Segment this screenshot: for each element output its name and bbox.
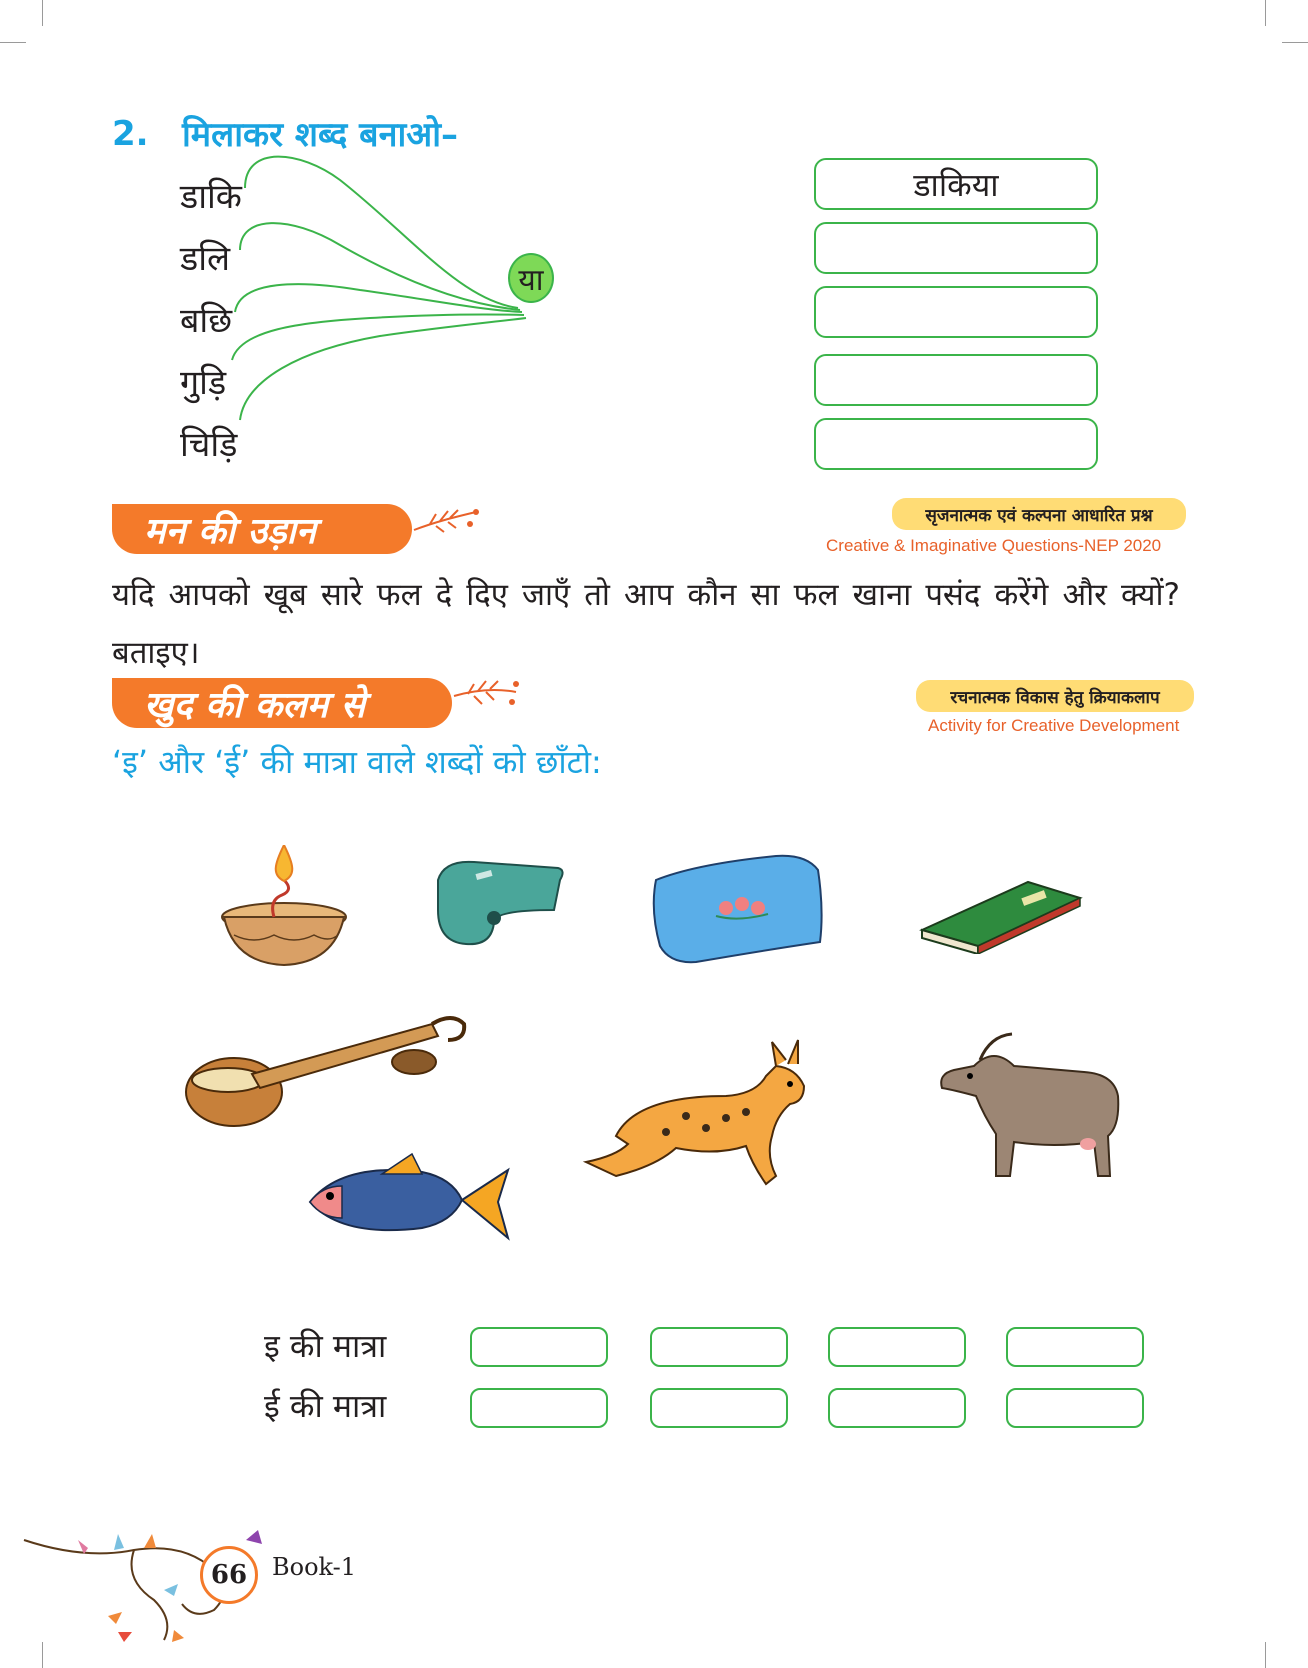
activity-instruction: ‘इ’ और ‘ई’ की मात्रा वाले शब्दों को छाँटो: — [112, 743, 602, 781]
matra-row-label: इ की मात्रा — [264, 1327, 387, 1365]
syllable-item: चिड़ि — [180, 425, 238, 465]
crop-mark — [1282, 42, 1308, 43]
page-number: 66 — [200, 1546, 258, 1604]
syllable-item: डाकि — [180, 177, 242, 217]
matra-row-label: ई की मात्रा — [264, 1387, 387, 1425]
goat-icon — [934, 1026, 1130, 1186]
category-tag-english: Activity for Creative Development — [928, 716, 1180, 735]
crop-mark — [1265, 1642, 1266, 1668]
answer-box[interactable]: डाकिया — [814, 158, 1098, 210]
answer-blank[interactable] — [828, 1388, 966, 1428]
answer-blank[interactable] — [828, 1327, 966, 1367]
twig-icon — [450, 676, 520, 712]
deer-icon — [576, 1036, 826, 1196]
syllable-item: गुड़ि — [180, 363, 227, 403]
suffix-circle: या — [508, 253, 554, 303]
book-icon — [918, 878, 1084, 954]
question-text: यदि आपको खूब सारे फल दे दिए जाएँ तो आप कौन सा फल खाना पसंद करेंगे और क्यों? बताइए। — [112, 577, 1180, 671]
veena-icon — [182, 1010, 472, 1130]
crop-mark — [1265, 0, 1266, 26]
answer-blank[interactable] — [1006, 1327, 1144, 1367]
answer-blank[interactable] — [1006, 1388, 1144, 1428]
answer-box[interactable] — [814, 286, 1098, 338]
pillow-icon — [646, 850, 826, 966]
answer-blank[interactable] — [470, 1327, 608, 1367]
question-number: 2. — [112, 114, 149, 154]
answer-blank[interactable] — [650, 1327, 788, 1367]
answer-box[interactable] — [814, 222, 1098, 274]
section-banner: मन की उड़ान — [112, 504, 412, 554]
diya-lamp-icon — [214, 845, 354, 975]
category-tag-english: Creative & Imaginative Questions-NEP 2020 — [826, 536, 1162, 555]
syllable-item: बछि — [180, 301, 233, 341]
category-tag: सृजनात्मक एवं कल्पना आधारित प्रश्न — [892, 498, 1186, 530]
section-banner: खुद की कलम से — [112, 678, 452, 728]
category-tag: रचनात्मक विकास हेतु क्रियाकलाप — [916, 680, 1194, 712]
matching-lines — [0, 0, 600, 460]
fish-icon — [302, 1152, 514, 1248]
twig-icon — [410, 502, 480, 538]
book-label: Book-1 — [272, 1553, 357, 1581]
answer-blank[interactable] — [470, 1388, 608, 1428]
whistle-icon — [434, 850, 570, 950]
answer-box[interactable] — [814, 354, 1098, 406]
question-title: मिलाकर शब्द बनाओ– — [182, 115, 459, 155]
answer-blank[interactable] — [650, 1388, 788, 1428]
syllable-item: डलि — [180, 239, 231, 279]
answer-box[interactable] — [814, 418, 1098, 470]
